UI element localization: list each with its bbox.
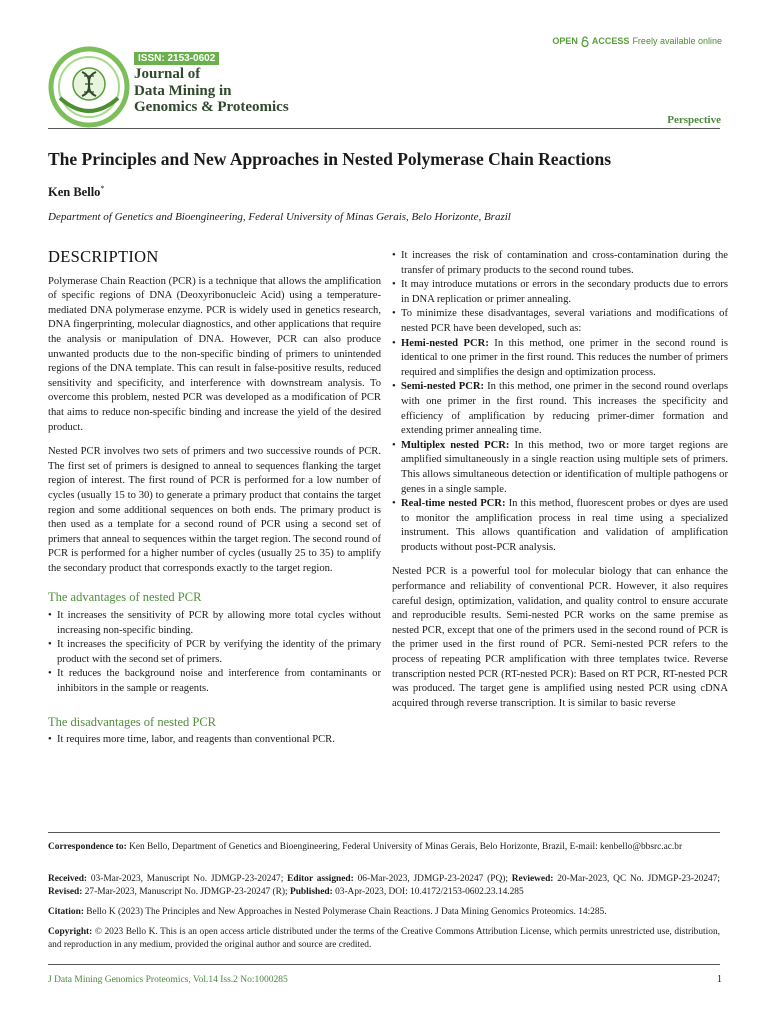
advantages-list: [48, 609, 381, 697]
reviewed-text: 20-Mar-2023, QC No. JDMGP-23-20247;: [553, 874, 720, 884]
received-text: 03-Mar-2023, Manuscript No. JDMGP-23-20247;: [87, 874, 288, 884]
dates-note: [48, 873, 720, 899]
reviewed-label: Reviewed:: [511, 874, 554, 884]
paragraph: Polymerase Chain Reaction (PCR) is a technique that allows the amplification of specific regions of DNA (Deoxyribonucleic Acid) using a temperature-mediated DNA polymerase enzyme. PCR is widely used in genetics research, DNA fingerprinting, molecular diagnostics, and other applications that require the analysis or manipulation of DNA. However, PCR can also produce unwanted products due to the non-specific binding of primers to unintended regions of the DNA template. This can result in false-positive results, reduced sensitivity and specificity, and interference with downstream analysis. To overcome this problem, nested PCR was developed as a modification of PCR that aims to reduce non-specific binding and increase the yield of the desired product.: [48, 275, 381, 433]
received-label: Received:: [48, 874, 88, 884]
variation-item: [392, 439, 728, 497]
variation-text: In this method, fluorescent probes or dyes are used to monitor the amplification process in real time using a specialized instrument. This allows quantification and validation of amplification products without post-PCR analysis.: [401, 498, 728, 553]
paragraph: Nested PCR is a powerful tool for molecular biology that can enhance the performance and reliability of conventional PCR. However, it also requires careful design, optimization, validation, and quality control to ensure accurate and reproducible results. Semi-nested PCR works on the same premise as nested PCR, except that one of the primers used in the second round of PCR is the primer used in the first round of PCR. Semi-nested PCR refers to the process of repeating PCR amplification with three templates twice. Reverse transcription nested PCR (RT-nested PCR): Based on RT PCR, RT-nested PCR was produced. The target gene is amplified using nested PCR using cDNA acquired through reverse transcription. It is similar to basic reverse: [392, 566, 728, 709]
citation-note: [48, 906, 720, 919]
list-item: • It increases the risk of contamination and cross-contamination during the transfer of primary products to the second round tubes.: [392, 249, 728, 278]
header-divider: [48, 128, 720, 129]
list-item: • It reduces the background noise and interference from contaminants or inhibitors in the sample or reagents.: [48, 667, 381, 696]
list-item: • To minimize these disadvantages, several variations and modifications of nested PCR have been developed, such as:: [392, 307, 728, 336]
variation-name: Multiplex nested PCR:: [401, 439, 510, 451]
paper-title: The Principles and New Approaches in Nested Polymerase Chain Reactions: [48, 149, 612, 169]
variation-item: [392, 380, 728, 438]
variation-text: In this method, one primer in the second round overlaps with one primer in the first round. This increases the specificity and efficiency of amplification by reducing primer-dimer formation and extending primer annealing time.: [401, 381, 728, 437]
subheading-advantages: The advantages of nested PCR: [48, 590, 202, 605]
revised-label: Revised:: [48, 887, 83, 897]
copyright-note: [48, 926, 720, 952]
correspondence-note: [48, 841, 720, 854]
author-text: Ken Bello: [48, 185, 101, 200]
section-heading-description: DESCRIPTION: [48, 247, 159, 266]
footer-journal-reference: J Data Mining Genomics Proteomics, Vol.14 Iss.2 No:1000285: [48, 975, 288, 985]
affiliation: Department of Genetics and Bioengineering, Federal University of Minas Gerais, Belo Horizonte, Brazil: [48, 211, 511, 223]
journal-title-line: Data Mining in: [134, 82, 232, 99]
subheading-disadvantages: The disadvantages of nested PCR: [48, 714, 217, 729]
list-item: • It increases the specificity of PCR by verifying the identity of the primary product with the second set of primers.: [48, 638, 381, 667]
variation-name: Semi-nested PCR:: [401, 381, 485, 393]
open-access-badge: [552, 36, 722, 46]
published-text: 03-Apr-2023, DOI: 10.4172/2153-0602.23.14.285: [332, 887, 524, 897]
disadvantages-list-continued: [392, 249, 728, 555]
list-item: • It may introduce mutations or errors in the secondary products due to errors in DNA replication or primer annealing.: [392, 278, 728, 307]
footnote-divider: [48, 832, 720, 833]
paragraph: Nested PCR involves two sets of primers and two successive rounds of PCR. The first set of primers is designed to anneal to sequences flanking the target region of interest. The first round of PCR is performed for a low number of cycles (usually 15 to 30) to generate a primary product that contains the target region and some additional sequences on both ends. The primary product is then used as a template for a second round of PCR using a second set of primers that anneal to sequences within the target region. The second round of PCR is performed for a higher number of cycles (usually 25 to 35) to amplify the secondary product that corresponds exactly to the target region.: [48, 446, 381, 574]
variation-item: [392, 497, 728, 555]
editor-text: 06-Mar-2023, JDMGP-23-20247 (PQ);: [353, 874, 512, 884]
variation-item: [392, 337, 728, 381]
open-access-free: Freely available online: [632, 36, 722, 46]
variation-text: In this method, one primer in the second round is identical to one primer in the first round. This reduces the number of primers required and simplifies the design and optimization process.: [401, 337, 728, 378]
variation-name: Real-time nested PCR:: [401, 498, 506, 510]
footer-divider: [48, 964, 720, 965]
left-column: [48, 247, 381, 748]
correspondence-label: Correspondence to:: [48, 842, 127, 852]
correspondence-text: Ken Bello, Department of Genetics and Bioengineering, Federal University of Minas Gerais, Belo Horizonte, Brazil, E-mail: kenbello@bbsrc.ac.br: [126, 842, 683, 852]
disadvantages-list: [48, 733, 381, 748]
right-column: [392, 249, 728, 721]
issn-badge: ISSN: 2153-0602: [134, 52, 219, 65]
variation-name: Hemi-nested PCR:: [401, 337, 489, 349]
revised-text: 27-Mar-2023, Manuscript No. JDMGP-23-20247 (R);: [82, 887, 290, 897]
list-item: • It increases the sensitivity of PCR by allowing more total cycles without increasing non-specific binding.: [48, 609, 381, 638]
open-lock-icon: [581, 36, 589, 46]
published-label: Published:: [289, 887, 333, 897]
journal-title-line: Genomics & Proteomics: [134, 99, 289, 115]
author-name: [48, 184, 104, 200]
citation-text: Bello K (2023) The Principles and New Approaches in Nested Polymerase Chain Reactions. J Data Mining Genomics Proteomics. 14:285.: [83, 907, 607, 917]
citation-label: Citation:: [48, 907, 84, 917]
copyright-label: Copyright:: [48, 927, 93, 937]
page-number: 1: [717, 974, 722, 985]
copyright-text: © 2023 Bello K. This is an open access article distributed under the terms of the Creative Commons Attribution License, which permits unrestricted use, distribution, and reproduction in any medium, provided the original author and source are credited.: [48, 927, 720, 950]
article-type-label: Perspective: [667, 114, 721, 126]
journal-title: [134, 66, 344, 116]
open-access-access: ACCESS: [591, 36, 630, 46]
journal-title-line: Journal of: [134, 66, 201, 82]
open-access-open: OPEN: [552, 36, 578, 46]
editor-label: Editor assigned:: [287, 874, 354, 884]
list-item: • It requires more time, labor, and reagents than conventional PCR.: [48, 733, 381, 748]
journal-logo: [48, 46, 130, 128]
author-mark: *: [100, 184, 105, 193]
variation-text: In this method, two or more target regions are amplified simultaneously in a single reaction using multiple sets of primers. This allows simultaneous detection or identification of multiple pathogens or genes in a single sample.: [401, 439, 729, 495]
